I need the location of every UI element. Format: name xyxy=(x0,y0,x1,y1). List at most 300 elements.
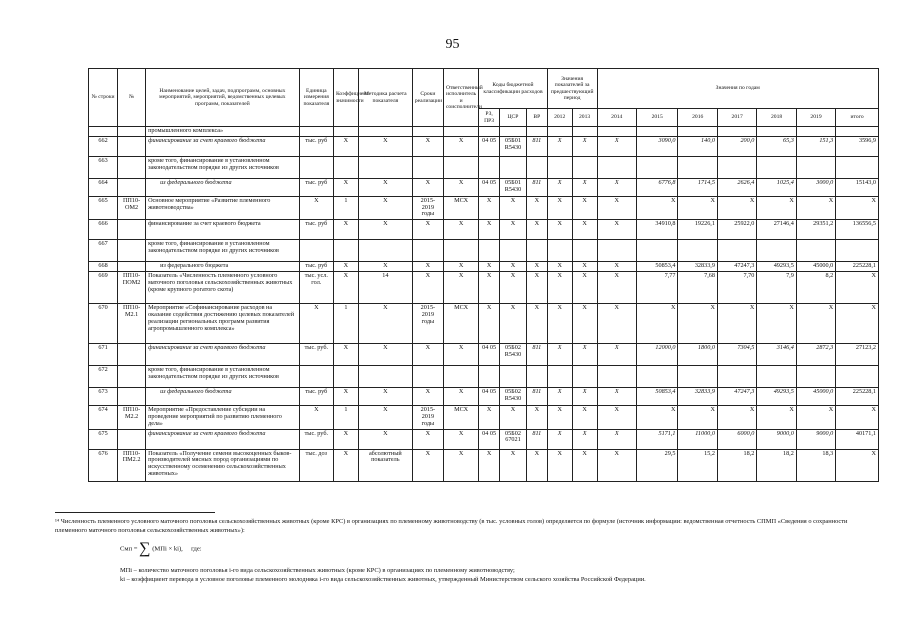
row-2019: 8,2 xyxy=(796,272,835,304)
row-2014 xyxy=(597,240,636,262)
row-name: Показатель «Получение семени высокоценных быков-производителей мясных пород организациями по искусственному осеменению сельскохозяйственных животных» xyxy=(146,449,300,481)
row-2018: 7,9 xyxy=(757,272,796,304)
row-2018: Х xyxy=(757,406,796,429)
table-row xyxy=(89,272,879,304)
row-method xyxy=(358,366,412,388)
row-terms: 2015-2019 годы xyxy=(412,196,443,219)
row-csr: Х xyxy=(499,406,526,429)
row-2016: 140,0 xyxy=(678,136,717,156)
row-2018 xyxy=(757,240,796,262)
row-name: Мероприятие «Софинансирование расходов на оказание содействия достижению целевых показателей реализации региональных программ развития агропромышленного комплекса» xyxy=(146,304,300,344)
row-2012 xyxy=(547,127,572,137)
row-2016: Х xyxy=(678,406,717,429)
formula-definitions xyxy=(120,566,880,585)
row-2012: Х xyxy=(547,304,572,344)
row-name: из федерального бюджета xyxy=(146,262,300,272)
row-2014: Х xyxy=(597,429,636,449)
row-coef: Х xyxy=(333,262,358,272)
row-executor: Х xyxy=(443,344,478,366)
row-2014 xyxy=(597,366,636,388)
row-terms: Х xyxy=(412,272,443,304)
row-2012: Х xyxy=(547,429,572,449)
row-number: 665 xyxy=(89,196,118,219)
row-number: 669 xyxy=(89,272,118,304)
row-vr xyxy=(526,127,547,137)
row-2017: Х xyxy=(717,406,756,429)
row-2016 xyxy=(678,156,717,178)
row-total: Х xyxy=(836,196,879,219)
row-method: Х xyxy=(358,406,412,429)
row-executor: Х xyxy=(443,429,478,449)
row-number: 664 xyxy=(89,178,118,196)
row-code: ПП10-ОМ2 xyxy=(118,196,146,219)
row-method: Х xyxy=(358,196,412,219)
table-row xyxy=(89,178,879,196)
row-csr xyxy=(499,127,526,137)
formula-lhs: Смп = xyxy=(120,545,138,553)
row-code xyxy=(118,366,146,388)
header-2016: 2016 xyxy=(678,109,717,127)
row-method xyxy=(358,240,412,262)
row-csr: Х xyxy=(499,304,526,344)
row-2017: 25922,0 xyxy=(717,220,756,240)
row-2016: 1800,0 xyxy=(678,344,717,366)
row-number: 672 xyxy=(89,366,118,388)
page-number: 95 xyxy=(445,37,460,52)
row-2013: Х xyxy=(572,262,597,272)
row-2019: 2872,3 xyxy=(796,344,835,366)
row-2012: Х xyxy=(547,136,572,156)
row-2017 xyxy=(717,127,756,137)
row-rz xyxy=(479,366,500,388)
row-coef: Х xyxy=(333,178,358,196)
header-2018: 2018 xyxy=(757,109,796,127)
row-terms: Х xyxy=(412,344,443,366)
row-2012: Х xyxy=(547,388,572,406)
row-rz: Х xyxy=(479,196,500,219)
row-2012 xyxy=(547,156,572,178)
row-terms: Х xyxy=(412,262,443,272)
header-method: Методика расчета показателя xyxy=(358,69,412,127)
row-2019 xyxy=(796,156,835,178)
header-rz: РЗ, ПРЗ xyxy=(479,109,500,127)
table-row xyxy=(89,156,879,178)
header-name: Наименование целей, задач, подпрограмм, основных мероприятий, мероприятий, ведомственных целевых программ, показателей xyxy=(146,69,300,127)
row-number: 671 xyxy=(89,344,118,366)
row-2014: Х xyxy=(597,344,636,366)
row-2018: 18,2 xyxy=(757,449,796,481)
row-2018: Х xyxy=(757,196,796,219)
row-terms: Х xyxy=(412,388,443,406)
row-2016: 19226,1 xyxy=(678,220,717,240)
row-2015 xyxy=(636,127,678,137)
row-vr: 811 xyxy=(526,136,547,156)
row-csr: Х xyxy=(499,449,526,481)
row-code xyxy=(118,156,146,178)
row-2015: 50853,4 xyxy=(636,262,678,272)
row-csr: 05Б01 R5430 xyxy=(499,178,526,196)
row-2013: Х xyxy=(572,388,597,406)
row-coef: Х xyxy=(333,388,358,406)
row-number: 667 xyxy=(89,240,118,262)
row-2017 xyxy=(717,156,756,178)
row-total: 136556,5 xyxy=(836,220,879,240)
row-number: 668 xyxy=(89,262,118,272)
row-2014: Х xyxy=(597,136,636,156)
header-prev-values: Значения показателей за предшествующий период xyxy=(547,69,597,109)
table-row xyxy=(89,366,879,388)
row-csr: Х xyxy=(499,262,526,272)
row-code: ПП10-ПМ2.2 xyxy=(118,449,146,481)
row-terms: Х xyxy=(412,178,443,196)
row-2018: 27146,4 xyxy=(757,220,796,240)
row-2016: 1714,5 xyxy=(678,178,717,196)
row-method: 14 xyxy=(358,272,412,304)
row-2014: Х xyxy=(597,272,636,304)
row-method: Х xyxy=(358,344,412,366)
row-2013: Х xyxy=(572,178,597,196)
row-rz: 04 05 xyxy=(479,344,500,366)
row-total: 3596,9 xyxy=(836,136,879,156)
row-2019: 3000,0 xyxy=(796,178,835,196)
header-coef: Коэффициент значимости xyxy=(333,69,358,127)
row-number: 670 xyxy=(89,304,118,344)
table-row xyxy=(89,429,879,449)
row-name: из федерального бюджета xyxy=(146,388,300,406)
row-2014 xyxy=(597,156,636,178)
row-2015 xyxy=(636,240,678,262)
row-2017: 2626,4 xyxy=(717,178,756,196)
row-2019: Х xyxy=(796,406,835,429)
row-total xyxy=(836,156,879,178)
row-name: финансирование за счет краевого бюджета xyxy=(146,344,300,366)
row-total: 225228,1 xyxy=(836,262,879,272)
header-2019: 2019 xyxy=(796,109,835,127)
row-unit xyxy=(299,127,333,137)
row-method xyxy=(358,127,412,137)
row-2012 xyxy=(547,366,572,388)
row-vr: 811 xyxy=(526,344,547,366)
row-vr: 811 xyxy=(526,178,547,196)
table-row xyxy=(89,127,879,137)
row-2013: Х xyxy=(572,429,597,449)
row-2015: 5171,1 xyxy=(636,429,678,449)
row-2019: Х xyxy=(796,304,835,344)
row-unit xyxy=(299,366,333,388)
row-2013: Х xyxy=(572,136,597,156)
row-2017: Х xyxy=(717,304,756,344)
row-method: Х xyxy=(358,178,412,196)
definition-k: ki – коэффициент перевода в условное поголовье племенного молодняка i-го вида сельскохозяйственных животных, утвержденный Министерством сельского хозяйства Российской Федерации. xyxy=(120,576,646,584)
row-csr: 05Б02 R5430 xyxy=(499,344,526,366)
table-row xyxy=(89,449,879,481)
row-csr: 05Б02 R5430 xyxy=(499,388,526,406)
row-2015 xyxy=(636,366,678,388)
row-unit: тыс. руб xyxy=(299,220,333,240)
row-2013: Х xyxy=(572,220,597,240)
row-number: 676 xyxy=(89,449,118,481)
row-rz: Х xyxy=(479,262,500,272)
row-coef xyxy=(333,156,358,178)
row-unit: Х xyxy=(299,196,333,219)
row-2017: 7,70 xyxy=(717,272,756,304)
row-terms xyxy=(412,127,443,137)
row-2016 xyxy=(678,127,717,137)
row-2015: Х xyxy=(636,304,678,344)
row-name: кроме того, финансирование в установленном законодательством порядке из других источников xyxy=(146,156,300,178)
row-2018: 65,3 xyxy=(757,136,796,156)
row-executor: МСХ xyxy=(443,196,478,219)
row-2019 xyxy=(796,127,835,137)
row-2013 xyxy=(572,366,597,388)
row-csr xyxy=(499,240,526,262)
row-2014 xyxy=(597,127,636,137)
row-2015 xyxy=(636,156,678,178)
row-2017: 47247,3 xyxy=(717,388,756,406)
row-vr: Х xyxy=(526,262,547,272)
row-vr xyxy=(526,366,547,388)
row-executor: МСХ xyxy=(443,406,478,429)
row-executor: Х xyxy=(443,388,478,406)
row-executor: Х xyxy=(443,178,478,196)
row-executor xyxy=(443,366,478,388)
row-2012 xyxy=(547,240,572,262)
row-coef: Х xyxy=(333,344,358,366)
header-row-no: № строки xyxy=(89,69,118,127)
row-name: кроме того, финансирование в установленном законодательством порядке из других источников xyxy=(146,240,300,262)
row-2016: 32833,9 xyxy=(678,262,717,272)
row-code xyxy=(118,388,146,406)
row-vr: 811 xyxy=(526,388,547,406)
sum-sign-icon: ∑ xyxy=(139,540,151,557)
row-name: Мероприятие «Предоставление субсидии на проведение мероприятий по развитию племенного дела» xyxy=(146,406,300,429)
row-unit: тыс. усл. гол. xyxy=(299,272,333,304)
row-2012: Х xyxy=(547,344,572,366)
row-rz: Х xyxy=(479,406,500,429)
row-terms xyxy=(412,366,443,388)
row-vr xyxy=(526,240,547,262)
row-vr: Х xyxy=(526,272,547,304)
row-method: Х xyxy=(358,388,412,406)
row-2018 xyxy=(757,366,796,388)
header-no: № xyxy=(118,69,146,127)
row-method: Х xyxy=(358,262,412,272)
row-unit: тыс. руб. xyxy=(299,429,333,449)
row-csr: Х xyxy=(499,220,526,240)
row-coef: Х xyxy=(333,272,358,304)
row-2014: Х xyxy=(597,449,636,481)
row-executor: Х xyxy=(443,136,478,156)
row-code: ПП10-ПОМ2 xyxy=(118,272,146,304)
row-number: 666 xyxy=(89,220,118,240)
row-2012: Х xyxy=(547,449,572,481)
row-unit xyxy=(299,240,333,262)
header-csr: ЦСР xyxy=(499,109,526,127)
row-coef: 1 xyxy=(333,406,358,429)
row-total xyxy=(836,366,879,388)
row-name: из федерального бюджета xyxy=(146,178,300,196)
row-2013: Х xyxy=(572,449,597,481)
row-name: финансирование за счет краевого бюджета xyxy=(146,220,300,240)
row-2014: Х xyxy=(597,178,636,196)
row-2014: Х xyxy=(597,262,636,272)
row-number: 663 xyxy=(89,156,118,178)
header-values-by-year: Значения по годам xyxy=(597,69,878,109)
row-2018 xyxy=(757,156,796,178)
row-code xyxy=(118,178,146,196)
row-unit xyxy=(299,156,333,178)
row-2018: Х xyxy=(757,304,796,344)
row-vr xyxy=(526,156,547,178)
row-name: финансирование за счет краевого бюджета xyxy=(146,429,300,449)
row-2015: Х xyxy=(636,406,678,429)
row-csr xyxy=(499,366,526,388)
row-2013: Х xyxy=(572,406,597,429)
row-2016: 7,68 xyxy=(678,272,717,304)
row-2018: 49293,5 xyxy=(757,262,796,272)
row-method: Х xyxy=(358,220,412,240)
row-2014: Х xyxy=(597,304,636,344)
row-vr: Х xyxy=(526,196,547,219)
row-rz: 04 05 xyxy=(479,388,500,406)
row-vr: Х xyxy=(526,304,547,344)
row-2013 xyxy=(572,240,597,262)
row-2012: Х xyxy=(547,178,572,196)
row-coef: Х xyxy=(333,449,358,481)
row-2015: 29,5 xyxy=(636,449,678,481)
row-2019: 29351,2 xyxy=(796,220,835,240)
row-code xyxy=(118,136,146,156)
row-method: абсолютный показатель xyxy=(358,449,412,481)
row-total: Х xyxy=(836,272,879,304)
row-unit: тыс. руб. xyxy=(299,344,333,366)
row-vr: Х xyxy=(526,406,547,429)
table-row xyxy=(89,304,879,344)
row-coef: Х xyxy=(333,220,358,240)
row-terms: Х xyxy=(412,449,443,481)
row-2019: 18,3 xyxy=(796,449,835,481)
row-rz: Х xyxy=(479,304,500,344)
row-code: ПП10-М2.1 xyxy=(118,304,146,344)
row-vr: Х xyxy=(526,220,547,240)
row-csr: 05Б02 67021 xyxy=(499,429,526,449)
row-2018: 9000,0 xyxy=(757,429,796,449)
row-rz xyxy=(479,240,500,262)
row-rz xyxy=(479,127,500,137)
header-2015: 2015 xyxy=(636,109,678,127)
table-row xyxy=(89,136,879,156)
header-2014: 2014 xyxy=(597,109,636,127)
row-executor: Х xyxy=(443,272,478,304)
header-2012: 2012 xyxy=(547,109,572,127)
row-2012: Х xyxy=(547,262,572,272)
row-2012: Х xyxy=(547,220,572,240)
table-row xyxy=(89,196,879,219)
row-csr: 05Б01 R5430 xyxy=(499,136,526,156)
table-row xyxy=(89,240,879,262)
row-number: 675 xyxy=(89,429,118,449)
row-2018: 1025,4 xyxy=(757,178,796,196)
row-rz: 04 05 xyxy=(479,136,500,156)
row-2013: Х xyxy=(572,304,597,344)
row-2014: Х xyxy=(597,220,636,240)
row-2016: Х xyxy=(678,304,717,344)
row-code xyxy=(118,262,146,272)
row-number: 662 xyxy=(89,136,118,156)
row-executor xyxy=(443,127,478,137)
row-method: Х xyxy=(358,304,412,344)
definition-mp: МПi – количество маточного поголовья i-го вида сельскохозяйственных животных (кроме КРС) в организациях по племенному животноводству; xyxy=(120,567,515,574)
row-unit: Х xyxy=(299,406,333,429)
row-2013: Х xyxy=(572,196,597,219)
row-2014: Х xyxy=(597,388,636,406)
row-unit: тыс. руб xyxy=(299,262,333,272)
row-2019 xyxy=(796,240,835,262)
row-terms xyxy=(412,156,443,178)
row-unit: тыс. доз xyxy=(299,449,333,481)
row-total: 225228,1 xyxy=(836,388,879,406)
row-code xyxy=(118,344,146,366)
row-coef xyxy=(333,127,358,137)
row-csr xyxy=(499,156,526,178)
row-terms: 2015-2019 годы xyxy=(412,304,443,344)
row-2019 xyxy=(796,366,835,388)
header-terms: Сроки реализации xyxy=(412,69,443,127)
row-name: финансирование за счет краевого бюджета xyxy=(146,136,300,156)
row-2015: 3090,0 xyxy=(636,136,678,156)
row-2013: Х xyxy=(572,272,597,304)
formula xyxy=(120,540,202,558)
footnote-divider xyxy=(55,512,215,513)
row-name: промышленного комплекса» xyxy=(146,127,300,137)
row-method: Х xyxy=(358,136,412,156)
row-number: 674 xyxy=(89,406,118,429)
row-rz: Х xyxy=(479,220,500,240)
row-terms: 2015-2019 годы xyxy=(412,406,443,429)
row-coef: Х xyxy=(333,136,358,156)
row-executor: МСХ xyxy=(443,304,478,344)
row-2012: Х xyxy=(547,196,572,219)
row-rz: 04 05 xyxy=(479,178,500,196)
row-2016 xyxy=(678,240,717,262)
row-2015: 6776,8 xyxy=(636,178,678,196)
row-csr: Х xyxy=(499,272,526,304)
row-vr: Х xyxy=(526,449,547,481)
header-total: итого xyxy=(836,109,879,127)
row-rz: Х xyxy=(479,272,500,304)
formula-rhs: (МПi × ki), xyxy=(152,545,183,553)
header-budget-codes: Коды бюджетной классификации расходов xyxy=(479,69,548,109)
header-executor: Ответственный исполнитель и соисполнители xyxy=(443,69,478,127)
row-terms: Х xyxy=(412,136,443,156)
row-code: ПП10-М2.2 xyxy=(118,406,146,429)
row-method xyxy=(358,156,412,178)
row-2017: 200,0 xyxy=(717,136,756,156)
row-coef: Х xyxy=(333,429,358,449)
row-2013 xyxy=(572,156,597,178)
row-2013 xyxy=(572,127,597,137)
row-code xyxy=(118,240,146,262)
row-2015: 7,77 xyxy=(636,272,678,304)
row-2019: 9000,0 xyxy=(796,429,835,449)
row-coef: 1 xyxy=(333,304,358,344)
row-total xyxy=(836,127,879,137)
header-vr: ВР xyxy=(526,109,547,127)
row-unit: тыс. руб xyxy=(299,136,333,156)
row-coef xyxy=(333,240,358,262)
row-2017 xyxy=(717,240,756,262)
row-csr: Х xyxy=(499,196,526,219)
